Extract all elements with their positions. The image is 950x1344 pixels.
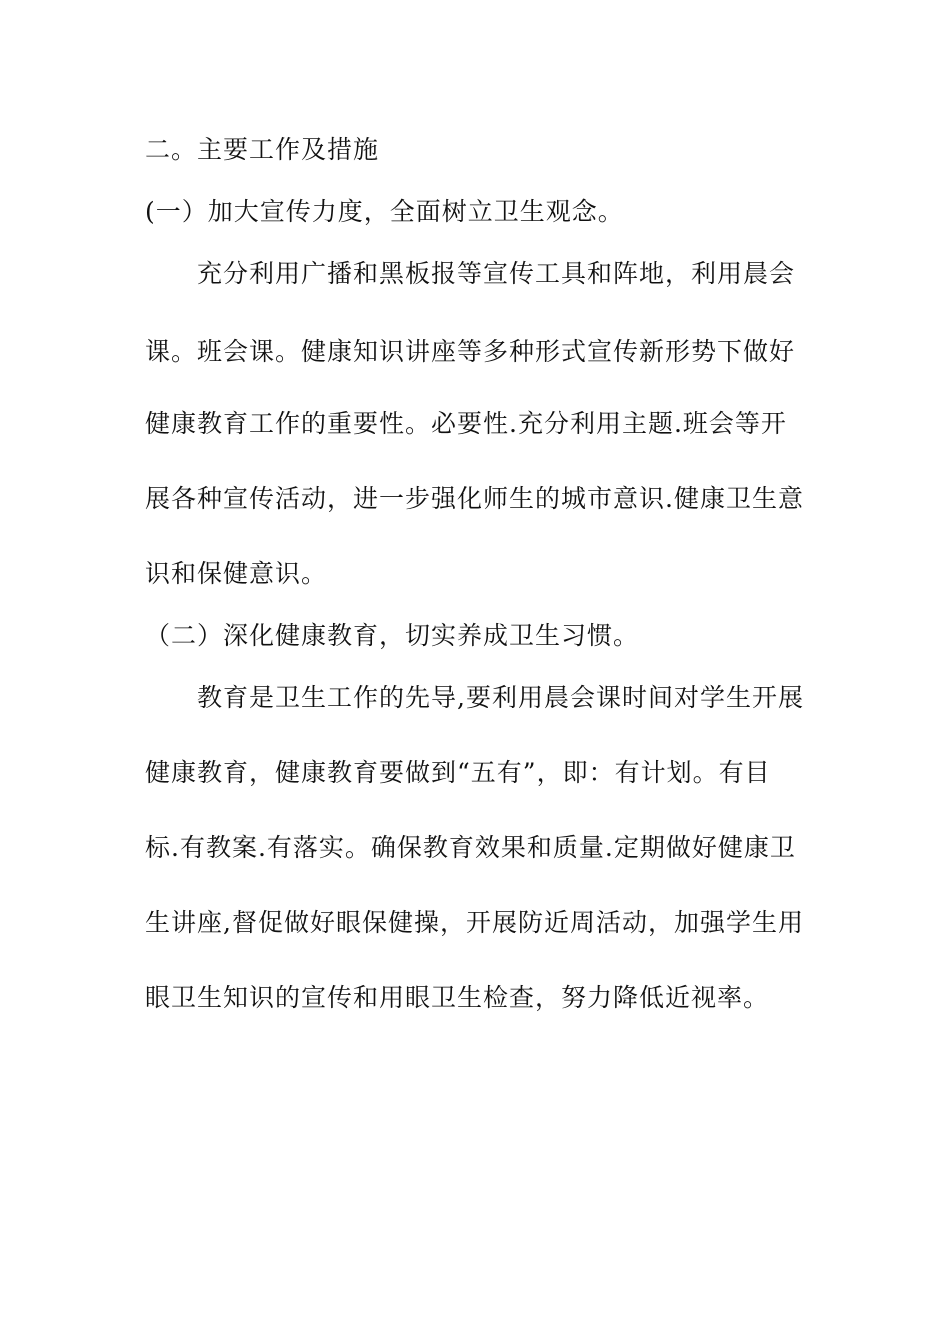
paragraph-2-line: 眼卫生知识的宣传和用眼卫生检查，努力降低近视率。 — [145, 983, 770, 1012]
paragraph-1-line: 识和保健意识。 — [145, 559, 328, 588]
paragraph-1-line: 展各种宣传活动，进一步强化师生的城市意识.健康卫生意 — [145, 484, 804, 513]
paragraph-1-line: 健康教育工作的重要性。必要性.充分利用主题.班会等开 — [145, 409, 787, 438]
paragraph-2-line: 教育是卫生工作的先导,要利用晨会课时间对学生开展 — [197, 683, 804, 712]
paragraph-2-line: 生讲座,督促做好眼保健操，开展防近周活动，加强学生用 — [145, 908, 804, 937]
paragraph-1-line: 课。班会课。健康知识讲座等多种形式宣传新形势下做好 — [145, 337, 796, 366]
paragraph-2-line: 标.有教案.有落实。确保教育效果和质量.定期做好健康卫 — [145, 833, 796, 862]
subsection-2-heading: （二）深化健康教育，切实养成卫生习惯。 — [145, 621, 640, 650]
section-heading: 二。主要工作及措施 — [145, 135, 380, 164]
subsection-1-heading: (一）加大宣传力度，全面树立卫生观念。 — [145, 197, 624, 226]
paragraph-1-line: 充分利用广播和黑板报等宣传工具和阵地，利用晨会 — [197, 259, 796, 288]
paragraph-2-line: 健康教育，健康教育要做到“五有”，即：有计划。有目 — [145, 758, 771, 787]
